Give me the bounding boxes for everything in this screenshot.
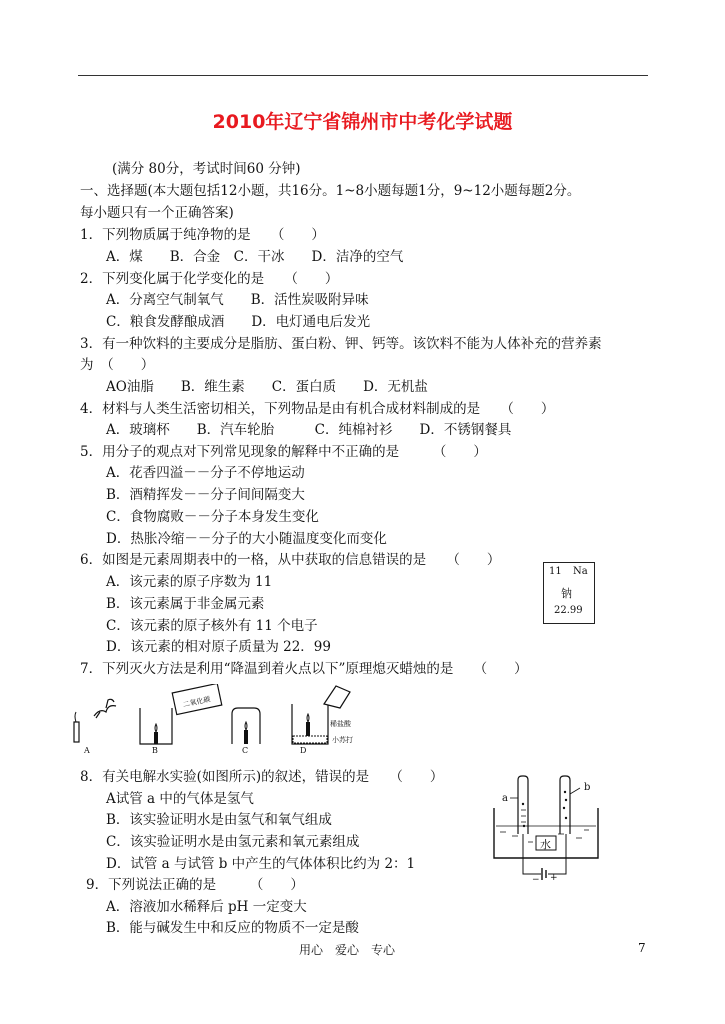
section-heading-cont: 每小题只有一个正确答案) [80, 205, 234, 221]
question-6-option-a: A．该元素的原子序数为 11 [106, 574, 273, 590]
question-2-options-1: A．分离空气制氧气 B．活性炭吸附异味 [106, 292, 369, 308]
question-1-stem: 1．下列物质属于纯净物的是 （ ） [80, 227, 325, 243]
atomic-mass: 22.99 [554, 605, 583, 616]
water-label: 水 [540, 838, 551, 851]
question-4-stem: 4．材料与人类生活密切相关，下列物品是由有机合成材料制成的是 （ ） [80, 401, 555, 417]
label-d: D [300, 746, 307, 754]
figure-a-blow-out [74, 699, 116, 754]
atomic-number: 11 [549, 566, 562, 577]
question-3-stem: 3．有一种饮料的主要成分是脂肪、蛋白粉、钾、钙等。该饮料不能为人体补充的营养素 [80, 336, 602, 352]
header-rule [78, 75, 648, 76]
question-8-option-b: B．该实验证明水是由氢气和氧气组成 [106, 812, 332, 828]
footer-motto: 用心 爱心 专心 [299, 943, 396, 957]
question-6-option-d: D．该元素的相对原子质量为 22．99 [106, 639, 331, 655]
page-title: 2010年辽宁省锦州市中考化学试题 [212, 111, 513, 133]
exam-info: (满分 80分，考试时间60 分钟) [112, 161, 301, 177]
question-3-options: AO油脂 B．维生素 C．蛋白质 D．无机盐 [106, 379, 428, 395]
figure-c-cover [232, 708, 260, 754]
question-4-options: A．玻璃杯 B．汽车轮胎 C．纯棉衬衫 D．不锈钢餐具 [106, 422, 512, 438]
element-name: 钠 [561, 587, 572, 600]
question-8-stem: 8．有关电解水实验(如图所示)的叙述，错误的是 （ ） [80, 769, 444, 785]
question-5-option-a: A．花香四溢－－分子不停地运动 [106, 465, 305, 481]
question-5-stem: 5．用分子的观点对下列常见现象的解释中不正确的是 （ ） [80, 444, 487, 460]
question-9-option-b: B．能与碱发生中和反应的物质不一定是酸 [106, 920, 359, 936]
figure-b-co2 [140, 684, 222, 754]
electrolysis-apparatus-figure [488, 774, 608, 884]
question-3-stem-cont: 为 （ ） [80, 357, 155, 373]
label-c: C [242, 746, 249, 754]
figure-d-reaction [292, 686, 353, 754]
element-symbol: Na [573, 566, 588, 577]
section-heading: 一、选择题(本大题包括12小题，共16分。1~8小题每题1分，9~12小题每题2分。 [80, 183, 581, 199]
question-6-option-b: B．该元素属于非金属元素 [106, 596, 265, 612]
question-9-stem: 9．下列说法正确的是 （ ） [86, 877, 304, 893]
question-2-stem: 2．下列变化属于化学变化的是 （ ） [80, 271, 339, 287]
label-a: A [84, 746, 90, 754]
question-2-options-2: C．粮食发酵酿成酒 D．电灯通电后发光 [106, 314, 371, 330]
page-number: 7 [638, 941, 646, 955]
battery-plus: + [550, 873, 558, 883]
q7-extinguish-figure [70, 684, 360, 754]
question-5-option-d: D．热胀冷缩－－分子的大小随温度变化而变化 [106, 531, 387, 547]
label-b: B [152, 746, 158, 754]
question-9-option-a: A．溶液加水稀释后 pH 一定变大 [106, 899, 307, 915]
question-5-option-c: C．食物腐败－－分子本身发生变化 [106, 509, 319, 525]
tube-b-label: b [584, 782, 591, 793]
question-8-option-c: C．该实验证明水是由氢元素和氧元素组成 [106, 834, 360, 850]
question-6-stem: 6．如图是元素周期表中的一格，从中获取的信息错误的是 （ ） [80, 552, 501, 568]
question-1-options: A．煤 B．合金 C．干冰 D．洁净的空气 [106, 249, 404, 265]
question-5-option-b: B．酒精挥发－－分子间间隔变大 [106, 487, 305, 503]
tube-a-label: a [502, 793, 508, 804]
co2-label: 二氧化碳 [182, 695, 212, 709]
periodic-table-cell [543, 562, 595, 624]
battery-minus: − [532, 875, 540, 884]
question-8-option-a: A试管 a 中的气体是氢气 [106, 791, 254, 807]
acid-label: 稀盐酸 [330, 720, 351, 728]
question-7-stem: 7．下列灭火方法是利用“降温到着火点以下”原理熄灭蜡烛的是 （ ） [80, 661, 528, 677]
question-8-option-d: D．试管 a 与试管 b 中产生的气体体积比约为 2：1 [106, 856, 416, 872]
soda-label: 小苏打 [332, 736, 353, 744]
question-6-option-c: C．该元素的原子核外有 11 个电子 [106, 618, 318, 634]
